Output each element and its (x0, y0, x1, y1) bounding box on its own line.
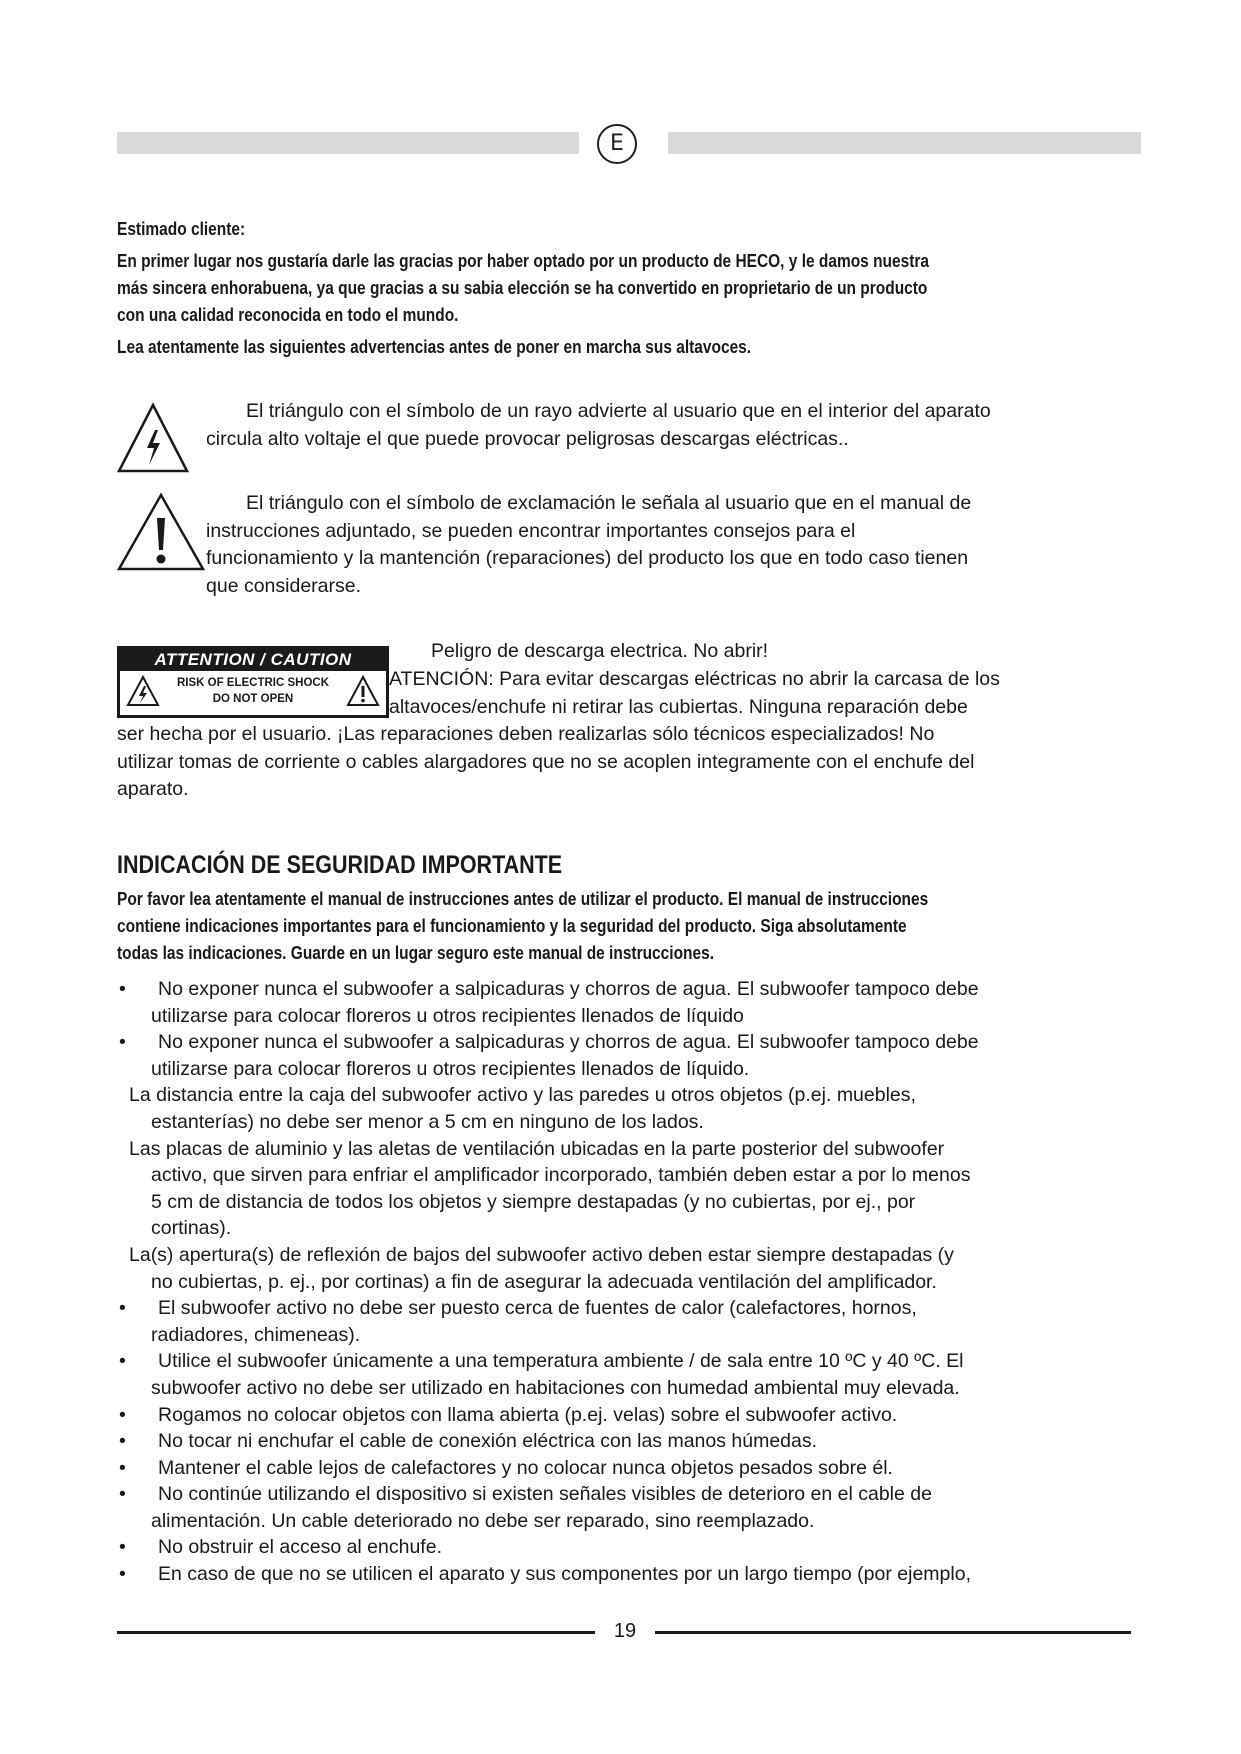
text-line: más sincera enhorabuena, ya que gracias a su sabia elección se ha convertido en proprietario de un producto (117, 278, 928, 298)
header-bar-right (668, 132, 1141, 154)
text-line: instrucciones adjuntado, se pueden encontrar importantes consejos para el (206, 519, 856, 542)
text-line: circula alto voltaje el que puede provocar peligrosas descargas eléctricas.. (206, 427, 849, 450)
text-line: Por favor lea atentamente el manual de instrucciones antes de utilizar el producto. El manual de instrucciones (117, 889, 929, 909)
text-line: aparato. (117, 778, 189, 800)
text-line: que considerarse. (206, 574, 362, 597)
caution-line: DO NOT OPEN (212, 693, 294, 705)
exclamation-warning-icon (117, 492, 205, 572)
text-line: La(s) apertura(s) de reflexión de bajos del subwoofer activo deben estar siempre destapadas (y (129, 1243, 954, 1266)
caution-full-text (117, 721, 974, 804)
text-line: • En caso de que no se utilicen el aparato y sus componentes por un largo tiempo (por ejemplo, (158, 1563, 971, 1586)
text-line: altavoces/enchufe ni retirar las cubiertas. Ninguna reparación debe (389, 695, 968, 718)
safety-list-item (117, 1481, 1127, 1534)
footer-rule-right (655, 1631, 1131, 1634)
text-line: • El subwoofer activo no debe ser puesto cerca de fuentes de calor (calefactores, hornos, (158, 1297, 917, 1320)
caution-side-text (389, 666, 1000, 721)
text-line: • Mantener el cable lejos de calefactores y no colocar nunca objetos pesados sobre él. (158, 1456, 893, 1479)
safety-list-item (117, 1534, 1127, 1561)
text-line: activo, que sirven para enfriar el amplificador incorporado, también deben estar a por lo menos (151, 1164, 971, 1187)
safety-intro (117, 886, 928, 967)
text-line: • No obstruir el acceso al enchufe. (158, 1536, 442, 1559)
text-line: utilizarse para colocar floreros u otros recipientes llenados de líquido. (151, 1057, 750, 1080)
text-line: • No continúe utilizando el dispositivo si existen señales visibles de deterioro en el cable de (158, 1483, 932, 1506)
text-line: • Utilice el subwoofer únicamente a una temperatura ambiente / de sala entre 10 ºC y 40 ºC. El (158, 1350, 964, 1373)
caution-intro-line: Peligro de descarga electrica. No abrir! (431, 640, 769, 662)
safety-list-item (117, 1029, 1127, 1082)
caution-text (160, 675, 346, 707)
safety-list-item (117, 1242, 1127, 1295)
safety-list-item (117, 1402, 1127, 1429)
text-line: todas las indicaciones. Guarde en un lugar seguro este manual de instrucciones. (117, 943, 715, 963)
safety-heading: INDICACIÓN DE SEGURIDAD IMPORTANTE (117, 851, 563, 879)
safety-list-item (117, 1561, 1127, 1588)
footer-rule-left (117, 1631, 595, 1634)
text-line: • Rogamos no colocar objetos con llama abierta (p.ej. velas) sobre el subwoofer activo. (158, 1403, 898, 1426)
text-line: alimentación. Un cable deteriorado no debe ser reparado, sino reemplazado. (151, 1509, 815, 1532)
text-line: funcionamiento y la mantención (reparaciones) del producto los que en todo caso tienen (206, 547, 969, 569)
text-line: La distancia entre la caja del subwoofer activo y las paredes u otros objetos (p.ej. muebles, (129, 1084, 916, 1107)
greeting: Estimado cliente: (117, 219, 246, 239)
lightning-warning-text (206, 398, 991, 453)
lightning-small-icon (126, 675, 160, 707)
text-line: cortinas). (151, 1217, 232, 1240)
thanks-paragraph (117, 248, 929, 329)
text-line: En primer lugar nos gustaría darle las gracias por haber optado por un producto de HECO, y le damos nuestra (117, 251, 930, 271)
lightning-warning-icon (117, 402, 189, 474)
text-line: ser hecha por el usuario. ¡Las reparaciones deben realizarlas sólo técnicos especializados! No (117, 723, 935, 745)
safety-list-item (117, 1348, 1127, 1401)
safety-list-item (117, 1428, 1127, 1455)
text-line: estanterías) no debe ser menor a 5 cm en ninguno de los lados. (151, 1110, 704, 1133)
text-line: • No exponer nunca el subwoofer a salpicaduras y chorros de agua. El subwoofer tampoco debe (158, 1031, 979, 1054)
safety-list-item (117, 976, 1127, 1029)
exclamation-small-icon (346, 675, 380, 707)
safety-list-item (117, 1136, 1127, 1242)
caution-title: ATTENTION / CAUTION (120, 649, 386, 671)
text-line: El triángulo con el símbolo de un rayo advierte al usuario que en el interior del aparato (246, 400, 991, 422)
text-line: subwoofer activo no debe ser utilizado en habitaciones con humedad ambiental muy elevada. (151, 1376, 960, 1399)
text-line: El triángulo con el símbolo de exclamación le señala al usuario que en el manual de (246, 492, 972, 514)
text-line: no cubiertas, p. ej., por cortinas) a fin de asegurar la adecuada ventilación del amplificador. (151, 1270, 937, 1293)
text-line: Las placas de aluminio y las aletas de ventilación ubicadas en la parte posterior del subwoofer (129, 1137, 945, 1160)
text-line: ATENCIÓN: Para evitar descargas eléctricas no abrir la carcasa de los (389, 668, 1000, 690)
text-line: utilizar tomas de corriente o cables alargadores que no se acoplen integramente con el enchufe del (117, 750, 975, 773)
exclamation-warning-text (206, 490, 971, 600)
read-warnings: Lea atentamente las siguientes advertencias antes de poner en marcha sus altavoces. (117, 337, 752, 357)
safety-list-item (117, 1082, 1127, 1135)
text-line: contiene indicaciones importantes para el funcionamiento y la seguridad del producto. Siga absolutamente (117, 916, 907, 936)
text-line: • No tocar ni enchufar el cable de conexión eléctrica con las manos húmedas. (158, 1430, 818, 1453)
safety-list-item (117, 1295, 1127, 1348)
safety-list-item (117, 1455, 1127, 1482)
text-line: utilizarse para colocar floreros u otros recipientes llenados de líquido (151, 1004, 744, 1027)
text-line: • No exponer nunca el subwoofer a salpicaduras y chorros de agua. El subwoofer tampoco debe (158, 978, 979, 1000)
text-line: 5 cm de distancia de todos los objetos y siempre destapadas (y no cubiertas, por ej., por (151, 1190, 916, 1213)
caution-line: RISK OF ELECTRIC SHOCK (176, 677, 330, 689)
text-line: con una calidad reconocida en todo el mundo. (117, 305, 459, 325)
safety-list (117, 976, 1127, 1588)
text-line: radiadores, chimeneas). (151, 1323, 361, 1346)
page-number: 19 (613, 1620, 637, 1642)
header-bar-left (117, 132, 579, 154)
caution-label (117, 646, 389, 718)
language-badge: E (597, 124, 637, 164)
